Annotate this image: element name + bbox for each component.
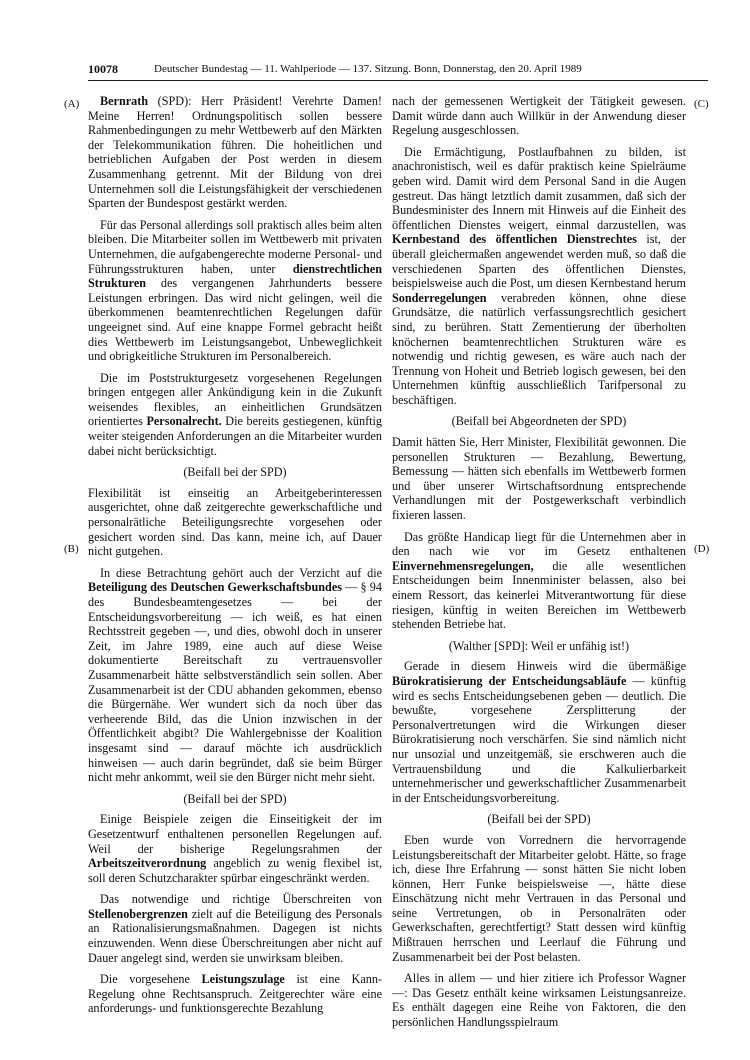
paragraph: Bernrath (SPD): Herr Präsident! Verehrte Damen! Meine Herren! Ordnungspolitisch sollen bessere Rahmenbedingungen zu mehr Wettbewerb auf den Märkten der Telekommunikation führen. Die hoheitlichen und betrieblichen Aufgaben der Post werden in diesem Zusammenhang getrennt. Mit der Bildung von drei Unternehmen soll die Leistungsfähigkeit der verschiedenen Sparten der Bundespost gestärkt werden. xyxy=(88,94,382,211)
applause-note: (Beifall bei der SPD) xyxy=(183,465,287,480)
running-title: Deutscher Bundestag — 11. Wahlperiode — 137. Sitzung. Bonn, Donnerstag, den 20. April 1989 xyxy=(154,63,582,75)
speaker-name: Bernrath xyxy=(100,94,149,108)
interjection: (Walther [SPD]: Weil er unfähig ist!) xyxy=(448,638,630,653)
header-rule xyxy=(88,80,708,81)
running-header xyxy=(88,62,708,78)
paragraph: Die vorgesehene Leistungszulage ist eine Kann-Regelung ohne Rechtsanspruch. Zeitgerechter wäre eine anforderungs- und funktionsgerechte Bezahlung xyxy=(88,972,382,1016)
paragraph: In diese Betrachtung gehört auch der Verzicht auf die Beteiligung des Deutschen Gewerkschaftsbundes — § 94 des Bundesbeamtengesetzes — bei der Entscheidungsvorbereitung — ich weiß, es hat einen Rechtsstreit gegeben —, und dies, obwohl doch in unserer Zeit, im Jahre 1989, eine auch auf diese Weise dokumentierte Bereitschaft zu vertrauensvoller Zusammenarbeit hätte selbstverständlich sein sollen. Aber Zusammenarbeit ist der CDU abhanden gekommen, ebenso die Bürgernähe. Wer wundert sich da noch über das verheerende Bild, das die Union inzwischen in der Öffentlichkeit abgibt? Die Wahlergebnisse der Koalition insgesamt sind — darauf möchte ich ausdrücklich hinweisen — auch darin begründet, daß sie beim Bürger nicht mehr ankommt, weil sie den Bürger nicht mehr sieht. xyxy=(88,565,382,785)
paragraph: Alles in allem — und hier zitiere ich Professor Wagner —: Das Gesetz enthält keine wirksamen Leistungsanreize. Es enthält dagegen eine Reihe von Faktoren, die den persönlichen Handlungsspielraum xyxy=(392,971,686,1030)
left-column xyxy=(88,94,382,1023)
page-number: 10078 xyxy=(88,62,118,76)
right-column xyxy=(392,94,686,1037)
paragraph: Das größte Handicap liegt für die Unternehmen aber in den nach wie vor im Gesetz enthaltenen Einvernehmensregelungen, die alle wesentlichen Entscheidungen beim Innenminister belassen, also bei einem Ressort, das keinerlei Mitverantwortung für diese riesigen, künftig in weiten Bereichen im Wettbewerb stehenden Betriebe hat. xyxy=(392,529,686,632)
margin-mark-d: (D) xyxy=(694,543,710,555)
paragraph: Eben wurde von Vorrednern die hervorragende Leistungsbereitschaft der Mitarbeiter gelobt. Hätte, so frage ich, diese Ihre Erfahrung — sonst hätten Sie nicht loben können, Herr Funke beispielsweise —, hätte diese Einschätzung nicht mehr Vertrauen in das Personal und seine Vertretungen, ob in Personalräten oder Gewerkschaften, gerechtfertigt? Statt dessen wird künftig Mißtrauen herrschen und Leerlauf die Führung und Zusammenarbeit bei der Post belasten. xyxy=(392,832,686,964)
paragraph: Die im Poststrukturgesetz vorgesehenen Regelungen bringen entgegen aller Ankündigung kein in die Zukunft weisendes flexibles, an einheitlichen Grundsätzen orientiertes Personalrecht. Die bereits gestiegenen, künftig weiter steigenden Anforderungen an die Mitarbeiter wurden dabei nicht berücksichtigt. xyxy=(88,370,382,458)
paragraph: Gerade in diesem Hinweis wird die übermäßige Bürokratisierung der Entscheidungsabläufe — künftig wird es sechs Entscheidungsebenen geben — deutlich. Die bewußte, vorgesehene Zersplitterung der Personalvertretungen wird die Wirkungen dieser Bürokratisierung noch verschärfen. Sie sind nämlich nicht nur unsozial und unzeitgemäß, sie erschweren auch die Vertrauensbildung und die Kalkulierbarkeit unternehmerischer und gewerkschaftlicher Zusammenarbeit in der Entscheidungsvorbereitung. xyxy=(392,659,686,805)
paragraph: Flexibilität ist einseitig an Arbeitgeberinteressen ausgerichtet, ohne daß zeitgerechte gewerkschaftliche und personalrätliche Beteiligungsrechte vorgesehen oder gesichert worden sind. Das kann, meine ich, auf Dauer nicht gutgehen. xyxy=(88,485,382,559)
paragraph: Damit hätten Sie, Herr Minister, Flexibilität gewonnen. Die personellen Strukturen — Bezahlung, Bewertung, Bemessung — hätten sich ebenfalls im Wettbewerb formen und über unserer Wirtschaftsordnung entsprechende Verhandlungen mit der Postgewerkschaft verbindlich fixieren lassen. xyxy=(392,435,686,523)
margin-mark-b: (B) xyxy=(64,543,79,555)
margin-mark-c: (C) xyxy=(694,98,709,110)
paragraph: Für das Personal allerdings soll praktisch alles beim alten bleiben. Die Mitarbeiter sollen im Wettbewerb mit privaten Unternehmen, die aufgabengerechte moderne Personal- und Führungsstrukturen haben, unter dienstrechtlichen Strukturen des vergangenen Jahrhunderts bessere Leistungen erbringen. Das wird nicht gelingen, weil die überkommenen beamtenrechtlichen Regelungen dafür ungeeignet sind. Auf eine knappe Formel gebracht heißt dies Wettbewerb im Leistungsangebot, Unbeweglichkeit und obrigkeitliche Strukturen im Personalbereich. xyxy=(88,217,382,364)
paragraph: Die Ermächtigung, Postlaufbahnen zu bilden, ist anachronistisch, weil es dafür praktisch keine Spielräume geben wird. Damit wird dem Personal Sand in die Augen gestreut. Das hängt letztlich damit zusammen, daß sich der Bundesminister des Innern mit Hinweis auf die Einheit des öffentlichen Dienstes weigert, einmal darzustellen, was Kernbestand des öffentlichen Dienstrechtes ist, der überall gleichermaßen angewendet werden muß, so daß die verschiedenen Sparten des öffentlichen Dienstes, beispielsweise auch die Post, um diesen Kernbestand herum Sonderregelungen verabreden können, ohne diese Grundsätze, die natürlich verfassungsrechtlich gesichert sind, zu berühren. Statt Zementierung der überholten knöchernen beamtenrechtlichen Strukturen wäre es notwendig und richtig gewesen, es wäre auch nach der Trennung von Hoheit und Betrieb logisch gewesen, bei den Unternehmen künftig ausschließlich Tarifpersonal zu beschäftigen. xyxy=(392,144,686,407)
paragraph: Das notwendige und richtige Überschreiten von Stellenobergrenzen zielt auf die Beteiligung des Personals an Rationalisierungsmaßnahmen. Dagegen ist nichts einzuwenden. Wenn diese Überschreitungen aber nicht auf Dauer angelegt sind, werden sie unwirksam bleiben. xyxy=(88,892,382,965)
margin-mark-a: (A) xyxy=(64,98,80,110)
paragraph: Einige Beispiele zeigen die Einseitigkeit der im Gesetzentwurf enthaltenen personellen Regelungen auf. Weil der bisherige Regelungsrahmen der Arbeitszeitverordnung angeblich zu wenig flexibel ist, soll deren Schutzcharakter spürbar eingeschränkt werden. xyxy=(88,812,382,885)
paragraph: nach der gemessenen Wertigkeit der Tätigkeit gewesen. Damit würde dann auch Willkür in der Anwendung dieser Regelung ausgeschlossen. xyxy=(392,94,686,138)
applause-note: (Beifall bei Abgeordneten der SPD) xyxy=(451,414,627,429)
applause-note: (Beifall bei der SPD) xyxy=(183,791,287,806)
applause-note: (Beifall bei der SPD) xyxy=(487,812,591,827)
